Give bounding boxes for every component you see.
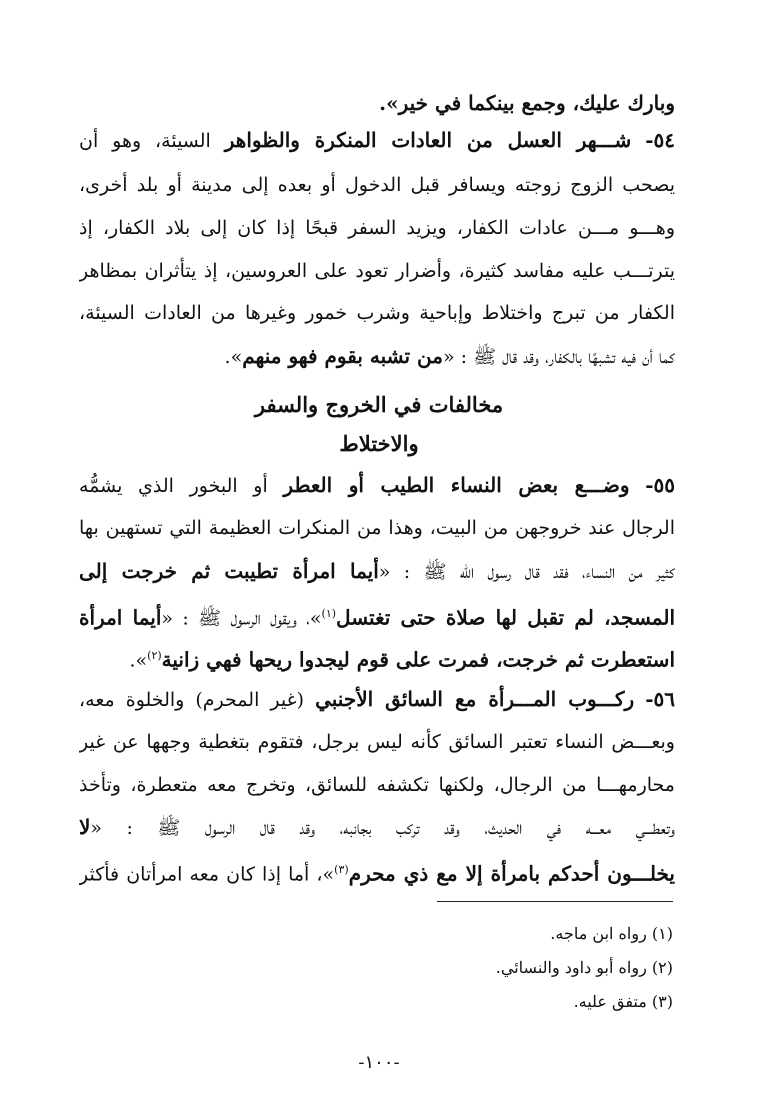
item-number-55: ٥٥-	[645, 473, 675, 497]
text-line-6: الكفار من تبرج واختلاط وإباحية وشرب خمور وغيرها من العادات السيئة،	[79, 302, 675, 324]
text-line-19: يخلـــون أحدكم بامرأة إلا مع ذي محرم$^{(٣)}$»، أما إذا كان معه امرأتان فأكثر	[79, 861, 675, 886]
item-number-56: ٥٦-	[645, 687, 675, 711]
text-line-4: وهـــو مـــن عادات الكفار، ويزيد السفر قبحًا إذا كان إلى بلاد الكفار، إذ	[79, 217, 675, 239]
hadith-quote: يخلـــون أحدكم بامرأة إلا مع ذي محرم	[348, 861, 675, 886]
footnote-ref-2: (٢)	[147, 649, 162, 662]
text-line-11: الرجال عند خروجهن من البيت، وهذا من المنكرات العظيمة التي تستهين بها	[79, 517, 675, 539]
text-line-14: استعطرت ثم خرجت، فمرت على قوم ليجدوا ريحها فهي زانية$^{(٢)}$».	[129, 647, 675, 672]
section-heading: مخالفات في الخروج والسفر	[254, 392, 504, 417]
text-line-7: كما أن فيه تشبهًا بالكفار، وقد قال ﷺ : «من تشبه بقوم فهو منهم».	[224, 344, 675, 368]
footnote-3: (٣) متفق عليه.	[573, 992, 673, 1011]
hadith-quote: استعطرت ثم خرجت، فمرت على قوم ليجدوا ريحها فهي زانية	[161, 647, 675, 672]
item-56-title: ركـــوب المـــرأة مع السائق الأجنبي	[315, 687, 635, 711]
footnote-separator	[437, 901, 673, 902]
hadith-quote: المسجد، لم تقبل لها صلاة حتى تغتسل	[336, 605, 675, 630]
hadith-quote: أيما امرأة تطيبت ثم خرجت إلى	[79, 559, 379, 583]
hadith-quote: من تشبه بقوم فهو منهم	[242, 344, 443, 368]
page-number: -١٠٠-	[358, 1052, 400, 1073]
text-line-13: المسجد، لم تقبل لها صلاة حتى تغتسل$^{(١)}$»، ويقول الرسول ﷺ : «أيما امرأة	[79, 605, 675, 630]
text-line-3: يصحب الزوج زوجته ويسافر قبل الدخول أو بعده إلى مدينة أو بلد أخرى،	[79, 174, 675, 196]
hadith-quote: أيما امرأة	[79, 605, 162, 630]
item-54-title: شـــهر العسل من العادات المنكرة والظواهر	[224, 128, 632, 152]
footnote-1: (١) رواه ابن ماجه.	[550, 924, 673, 943]
item-number-54: ٥٤-	[645, 128, 675, 152]
text-line-17: محارمهـــا من الرجال، ولكنها تكشفه للسائق، وتخرج معه متعطرة، وتأخذ	[79, 774, 675, 796]
footnote-ref-3: (٣)	[334, 863, 349, 876]
item-54-line: ٥٤- شـــهر العسل من العادات المنكرة والظواهر السيئة، وهو أن	[79, 128, 675, 152]
text-line-18: وتعطـــي معـــه في الحديث، وقد تركب بجانبه، وقد قال الرسول ﷺ : «لا	[79, 815, 675, 839]
item-56-line: ٥٦- ركـــوب المـــرأة مع السائق الأجنبي (غير المحرم) والخلوة معه،	[79, 687, 675, 711]
text-line-1: وبارك عليك، وجمع بينكما في خير».	[379, 91, 675, 115]
hadith-quote: لا	[79, 815, 91, 839]
footnote-2: (٢) رواه أبو داود والنسائي.	[495, 958, 673, 977]
text-line-16: وبعـــض النساء تعتبر السائق كأنه ليس برجل، فتقوم بتغطية وجهها عن غير	[79, 731, 675, 753]
section-heading-line2: والاختلاط	[339, 431, 419, 456]
footnote-ref-1: (١)	[321, 607, 337, 620]
text-line-5: يترتـــب عليه مفاسد كثيرة، وأضرار تعود على العروسين، إذ يتأثران بمظاهر	[79, 260, 675, 282]
item-55-line: ٥٥- وضـــع بعض النساء الطيب أو العطر أو البخور الذي يشمُّه	[79, 473, 675, 497]
item-55-title: وضـــع بعض النساء الطيب أو العطر	[283, 473, 630, 497]
text-line-12: كثير من النساء، فقد قال رسول الله ﷺ : «أيما امرأة تطيبت ثم خرجت إلى	[79, 559, 675, 583]
